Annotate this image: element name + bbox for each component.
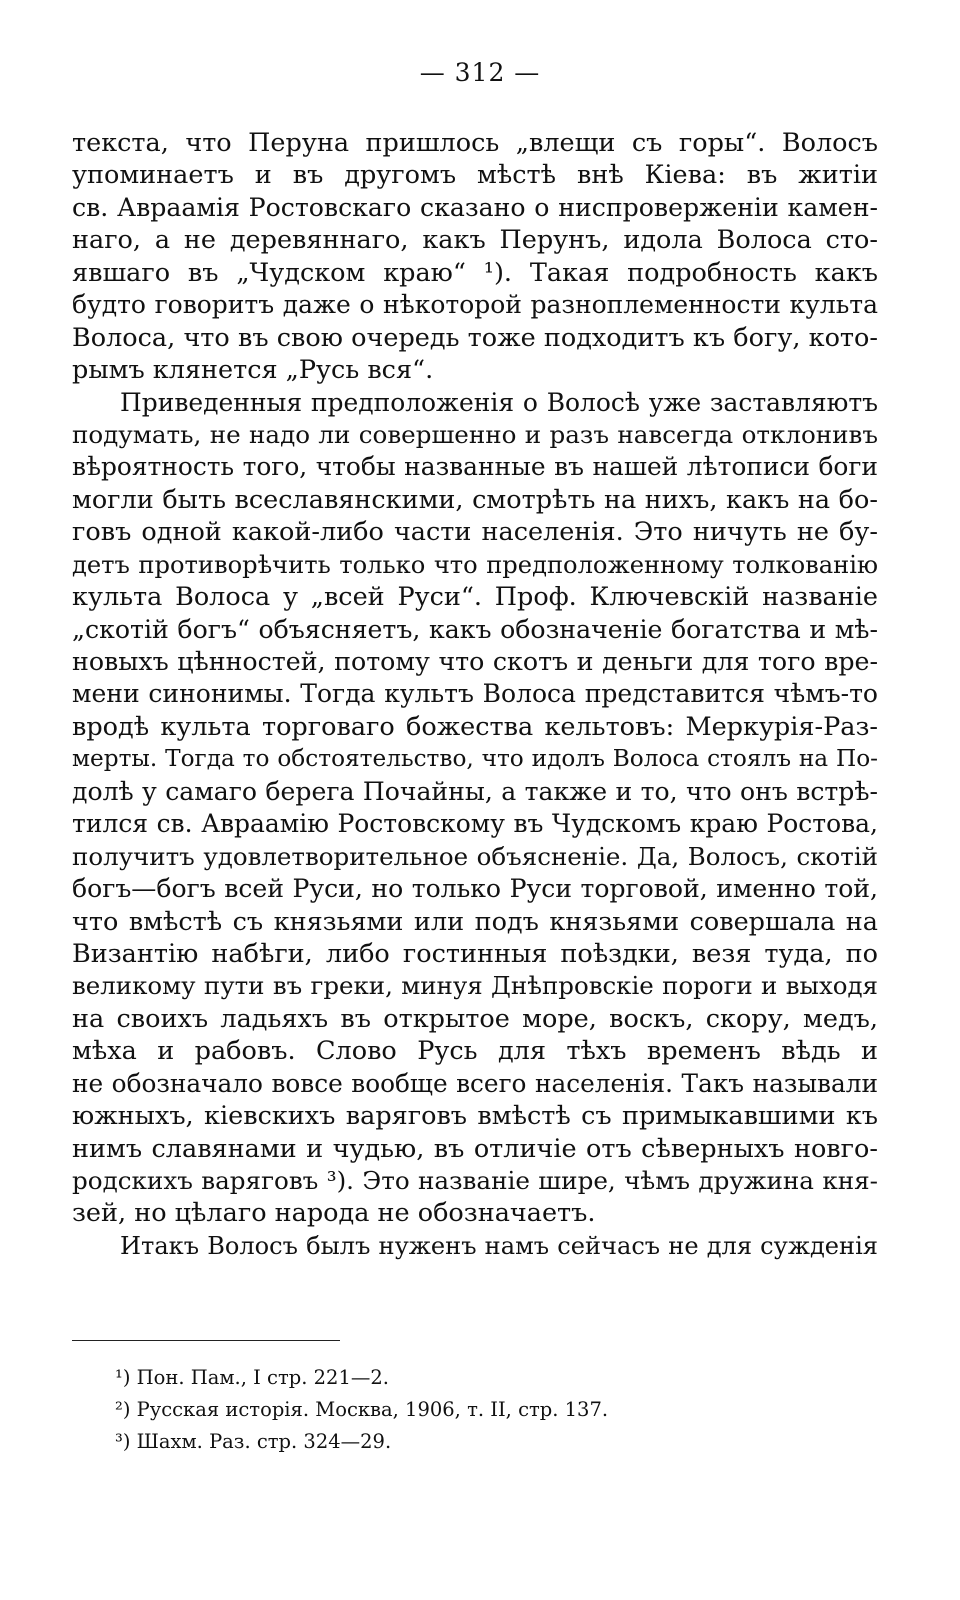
text-line: говъ одной какой-либо части населенія. Это ничуть не бу- xyxy=(72,517,878,548)
text-line: богъ—богъ всей Руси, но только Руси торговой, именно той, xyxy=(72,874,878,904)
text-line: мерты. Тогда то обстоятельство, что идолъ Волоса стоялъ на По- xyxy=(72,745,878,773)
text-line: вѣроятность того, чтобы названные въ нашей лѣтописи боги xyxy=(72,452,878,482)
footnotes xyxy=(115,1362,875,1458)
text-line: зей, но цѣлаго народа не обозначаетъ. xyxy=(72,1198,596,1229)
text-line: детъ противорѣчить только что предположенному толкованію xyxy=(72,550,878,579)
text-line: получитъ удовлетворительное объясненіе. Да, Волосъ, скотій xyxy=(72,841,878,871)
text-line: Приведенныя предположенія о Волосѣ уже заставляютъ xyxy=(120,387,878,417)
text-line: долѣ у самаго берега Почайны, а также и то, что онъ встрѣ- xyxy=(72,776,878,806)
text-line: новыхъ цѣнностей, потому что скотъ и деньги для того вре- xyxy=(72,647,878,676)
footnote: ²) Русская исторія. Москва, 1906, т. II, стр. 137. xyxy=(115,1398,609,1421)
text-line: наго, а не деревяннаго, какъ Перунъ, идола Волоса сто- xyxy=(72,225,878,256)
text-line: что вмѣстѣ съ князьями или подъ князьями совершала на xyxy=(72,906,878,937)
text-line: не обозначало вовсе вообще всего населенія. Такъ называли xyxy=(72,1068,878,1098)
text-line: на своихъ ладьяхъ въ открытое море, воскъ, скору, медъ, xyxy=(72,1003,878,1034)
footnote-separator xyxy=(72,1340,340,1341)
text-line: родскихъ варяговъ ³). Это названіе шире, чѣмъ дружина кня- xyxy=(72,1166,878,1195)
text-line: подумать, не надо ли совершенно и разъ навсегда отклонивъ xyxy=(72,419,878,449)
footnote: ¹) Пон. Пам., I стр. 221—2. xyxy=(115,1366,389,1389)
text-line: рымъ клянется „Русь вся“. xyxy=(72,355,434,386)
text-line: Волоса, что въ свою очередь тоже подходитъ къ богу, кото- xyxy=(72,322,878,353)
text-line: будто говоритъ даже о нѣкоторой разноплеменности культа xyxy=(72,290,878,320)
text-line: явшаго въ „Чудском краю“ ¹). Такая подробность какъ xyxy=(72,257,878,288)
text-line: Византію набѣги, либо гостинныя поѣздки, везя туда, по xyxy=(72,938,878,969)
text-line: текста, что Перуна пришлось „влещи съ горы“. Волосъ xyxy=(72,128,878,158)
text-line: культа Волоса у „всей Руси“. Проф. Ключевскій названіе xyxy=(72,582,878,613)
footnote: ³) Шахм. Раз. стр. 324—29. xyxy=(115,1430,392,1453)
text-line: южныхъ, кіевскихъ варяговъ вмѣстѣ съ примыкавшими къ xyxy=(72,1101,878,1132)
text-line: нимъ славянами и чудью, въ отличіе отъ сѣверныхъ новго- xyxy=(72,1133,878,1164)
text-line: мѣха и рабовъ. Слово Русь для тѣхъ временъ вѣдь и xyxy=(72,1036,878,1067)
text-line: Итакъ Волосъ былъ нуженъ намъ сейчасъ не для сужденія xyxy=(120,1231,878,1260)
text-line: великому пути въ греки, минуя Днѣпровскіе пороги и выходя xyxy=(72,971,878,1001)
text-line: могли быть всеславянскими, смотрѣть на нихъ, какъ на бо- xyxy=(72,484,878,515)
text-line: св. Авраамія Ростовскаго сказано о ниспроверженіи камен- xyxy=(72,192,878,222)
text-line: „скотій богъ“ объясняетъ, какъ обозначеніе богатства и мѣ- xyxy=(72,614,878,644)
text-line: тился св. Авраамію Ростовскому въ Чудскомъ краю Ростова, xyxy=(72,809,878,839)
text-line: мени синонимы. Тогда культъ Волоса представится чѣмъ-то xyxy=(72,679,878,709)
page-number: — 312 — xyxy=(419,58,541,87)
body-text xyxy=(72,127,878,1262)
text-line: упоминаетъ и въ другомъ мѣстѣ внѣ Кіева: въ житіи xyxy=(72,160,878,191)
text-line: вродѣ культа торговаго божества кельтовъ: Меркурія-Раз- xyxy=(72,711,878,742)
